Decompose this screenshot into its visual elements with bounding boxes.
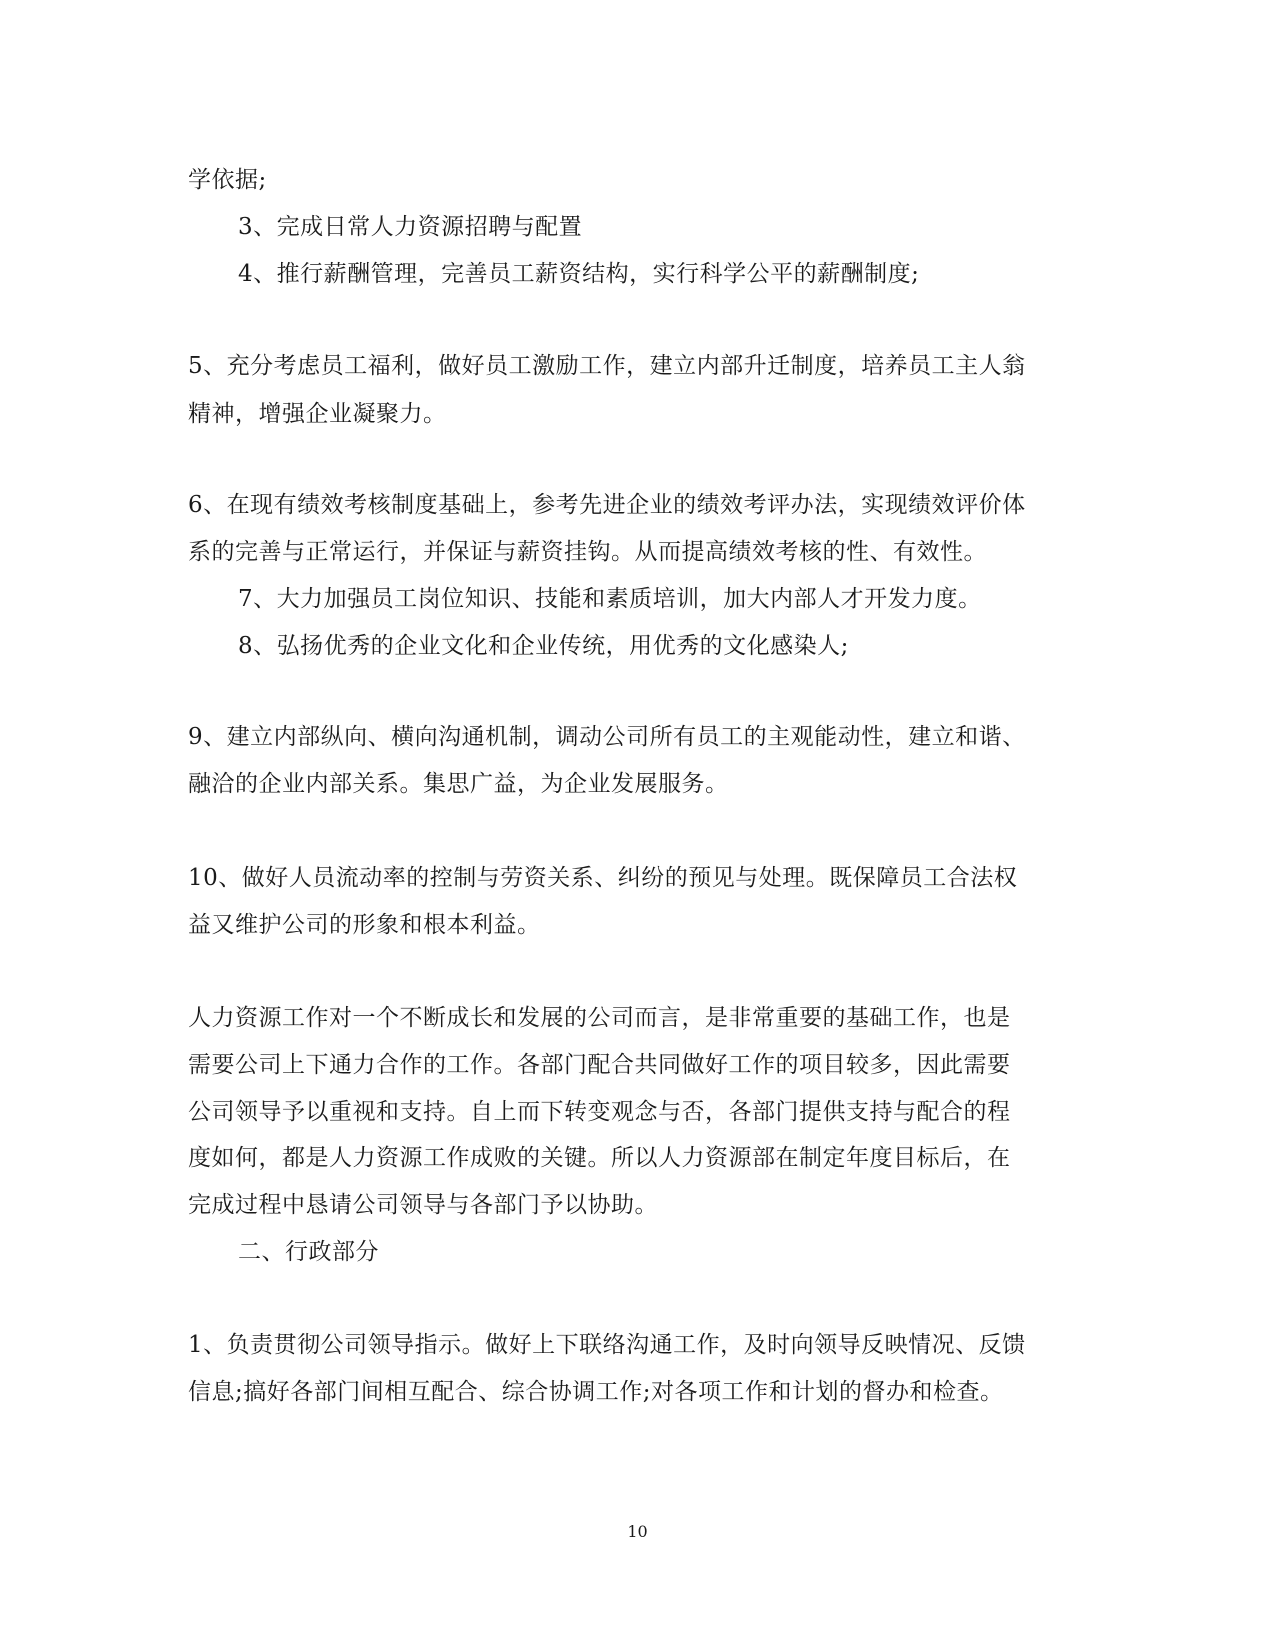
text-line: 精神，增强企业凝聚力。 xyxy=(188,401,447,427)
text-line: 人力资源工作对一个不断成长和发展的公司而言，是非常重要的基础工作，也是 xyxy=(188,1005,1011,1031)
text-line: 1、负责贯彻公司领导指示。做好上下联络沟通工作，及时向领导反映情况、反馈 xyxy=(188,1332,1026,1358)
text-line: 系的完善与正常运行，并保证与薪资挂钩。从而提高绩效考核的性、有效性。 xyxy=(188,539,987,565)
text-line: 3、完成日常人力资源招聘与配置 xyxy=(238,214,583,240)
text-line: 7、大力加强员工岗位知识、技能和素质培训，加大内部人才开发力度。 xyxy=(238,586,982,612)
text-line: 6、在现有绩效考核制度基础上，参考先进企业的绩效考评办法，实现绩效评价体 xyxy=(188,492,1026,518)
text-line: 10、做好人员流动率的控制与劳资关系、纠纷的预见与处理。既保障员工合法权 xyxy=(188,865,1018,891)
text-line: 完成过程中恳请公司领导与各部门予以协助。 xyxy=(188,1192,658,1218)
page-number: 10 xyxy=(627,1522,648,1541)
text-line: 益又维护公司的形象和根本利益。 xyxy=(188,912,541,938)
text-line: 融洽的企业内部关系。集思广益，为企业发展服务。 xyxy=(188,771,729,797)
text-line: 度如何，都是人力资源工作成败的关键。所以人力资源部在制定年度目标后，在 xyxy=(188,1145,1011,1171)
text-line: 5、充分考虑员工福利，做好员工激励工作，建立内部升迁制度，培养员工主人翁 xyxy=(188,353,1026,379)
section-heading: 二、行政部分 xyxy=(238,1239,379,1265)
text-line: 8、弘扬优秀的企业文化和企业传统，用优秀的文化感染人; xyxy=(238,633,849,659)
text-line: 信息;搞好各部门间相互配合、综合协调工作;对各项工作和计划的督办和检查。 xyxy=(188,1379,1004,1405)
text-line: 学依据; xyxy=(188,167,267,193)
text-line: 9、建立内部纵向、横向沟通机制，调动公司所有员工的主观能动性，建立和谐、 xyxy=(188,724,1026,750)
text-line: 公司领导予以重视和支持。自上而下转变观念与否，各部门提供支持与配合的程 xyxy=(188,1099,1011,1125)
text-line: 4、推行薪酬管理，完善员工薪资结构，实行科学公平的薪酬制度; xyxy=(238,261,920,287)
text-line: 需要公司上下通力合作的工作。各部门配合共同做好工作的项目较多，因此需要 xyxy=(188,1052,1011,1078)
